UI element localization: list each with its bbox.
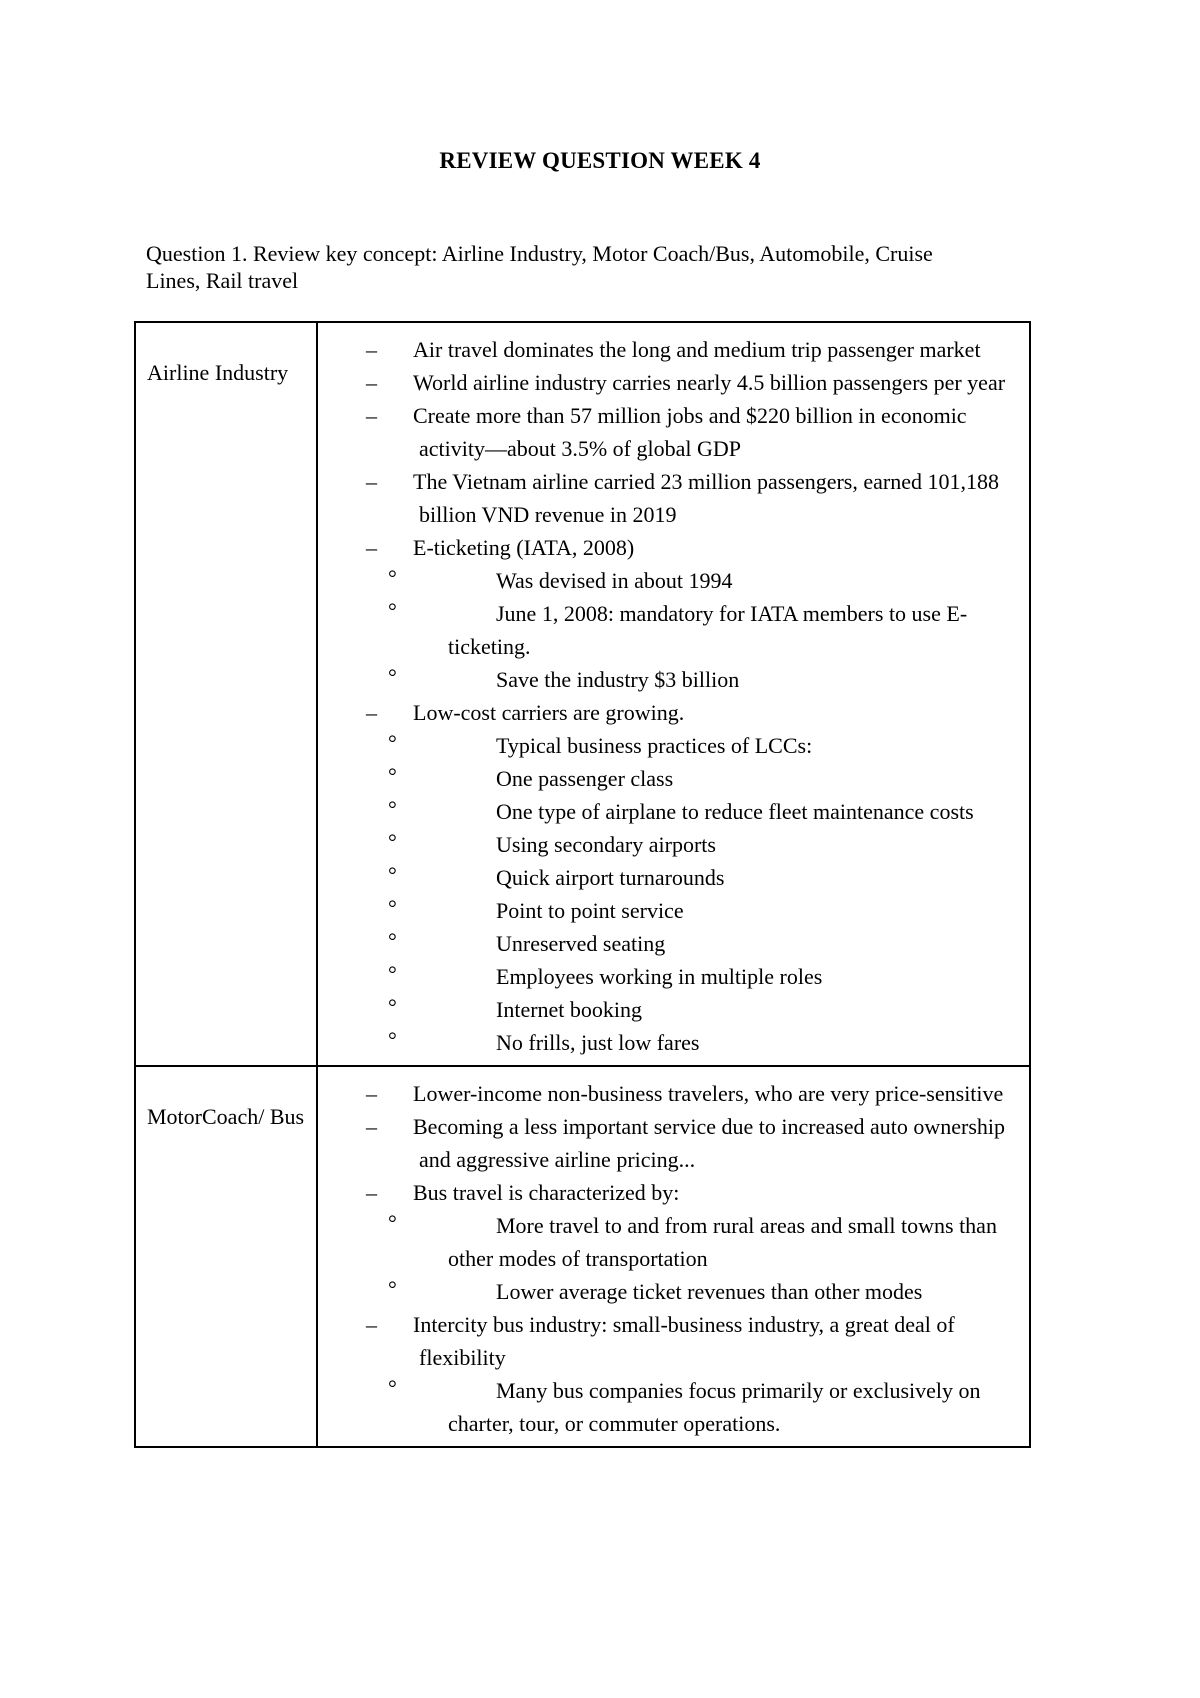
sub-list-item: ° Quick airport turnarounds [318, 861, 1019, 894]
list-item: – Lower-income non-business travelers, who are very price-sensitive [318, 1077, 1019, 1110]
table-row-airline [135, 322, 1030, 1066]
sub-list-item: ° More travel to and from rural areas and small towns than other modes of transportation [318, 1209, 1019, 1275]
list-item: – Air travel dominates the long and medium trip passenger market [318, 333, 1019, 366]
question-text [146, 240, 1046, 294]
sub-list-item: ° Typical business practices of LCCs: [318, 729, 1019, 762]
list-item: – Low-cost carriers are growing. [318, 696, 1019, 729]
list-item: – The Vietnam airline carried 23 million passengers, earned 101,188 billion VND revenue in 2019 [318, 465, 1019, 531]
sub-list-item: ° One type of airplane to reduce fleet maintenance costs [318, 795, 1019, 828]
question-line: Question 1. Review key concept: Airline Industry, Motor Coach/Bus, Automobile, Cruise [146, 241, 933, 266]
page-title: REVIEW QUESTION WEEK 4 [439, 148, 761, 173]
sub-list-item: ° No frills, just low fares [318, 1026, 1019, 1059]
sub-list-item: ° Point to point service [318, 894, 1019, 927]
list-item: – Becoming a less important service due to increased auto ownership and aggressive airline pricing... [318, 1110, 1019, 1176]
question-line: Lines, Rail travel [146, 268, 299, 293]
list-item: – World airline industry carries nearly 4.5 billion passengers per year [318, 366, 1019, 399]
sub-list-item: ° Was devised in about 1994 [318, 564, 1019, 597]
row-content-airline [317, 322, 1030, 1066]
row-label-airline: Airline Industry [135, 322, 317, 1066]
sub-list-item: ° Many bus companies focus primarily or exclusively on charter, tour, or commuter operations. [318, 1374, 1019, 1440]
list-item: – Create more than 57 million jobs and $220 billion in economic activity—about 3.5% of global GDP [318, 399, 1019, 465]
sub-list-item: ° Internet booking [318, 993, 1019, 1026]
bullet-list [318, 333, 1019, 1059]
list-item: – E-ticketing (IATA, 2008) [318, 531, 1019, 564]
list-item: – Intercity bus industry: small-business industry, a great deal of flexibility [318, 1308, 1019, 1374]
sub-list-item: ° Employees working in multiple roles [318, 960, 1019, 993]
sub-list-item: ° Lower average ticket revenues than other modes [318, 1275, 1019, 1308]
concept-table [134, 321, 1031, 1448]
table-row-motorcoach [135, 1066, 1030, 1447]
row-content-motorcoach [317, 1066, 1030, 1447]
sub-list-item: ° Using secondary airports [318, 828, 1019, 861]
list-item: – Bus travel is characterized by: [318, 1176, 1019, 1209]
sub-list-item: ° June 1, 2008: mandatory for IATA members to use E-ticketing. [318, 597, 1019, 663]
sub-list-item: ° Unreserved seating [318, 927, 1019, 960]
row-label-motorcoach: MotorCoach/ Bus [135, 1066, 317, 1447]
bullet-list [318, 1077, 1019, 1440]
sub-list-item: ° One passenger class [318, 762, 1019, 795]
sub-list-item: ° Save the industry $3 billion [318, 663, 1019, 696]
